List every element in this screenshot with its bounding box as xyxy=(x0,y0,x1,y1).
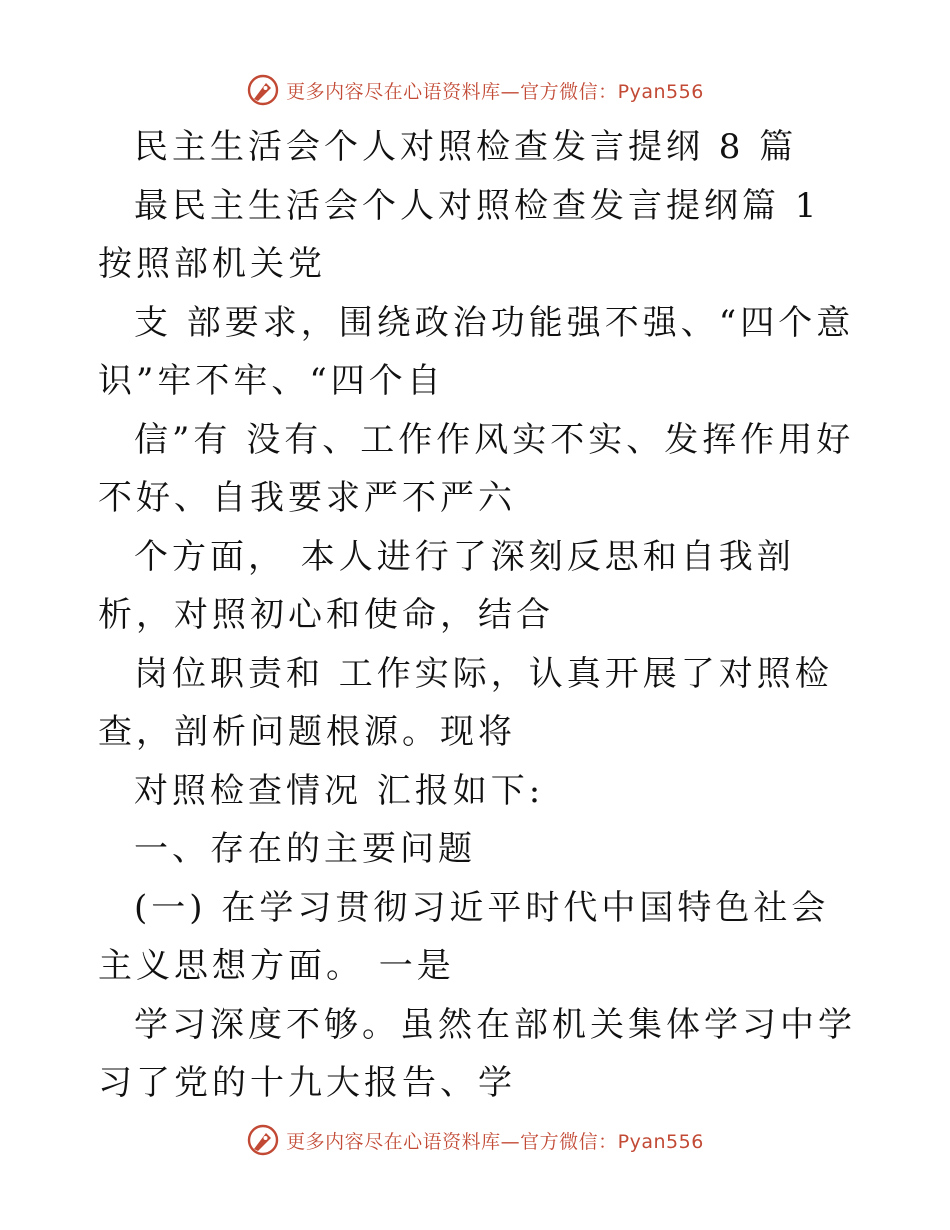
banner-text: 更多内容尽在心语资料库—官方微信：Pyan556 xyxy=(286,1130,704,1153)
pen-nib-logo-icon xyxy=(246,73,280,107)
document-body xyxy=(98,118,858,1113)
paragraph: 学习深度不够。虽然在部机关集体学习中学习了党的十九大报告、学 xyxy=(98,1004,856,1103)
paragraph: 信”有 没有、工作作风实不实、发挥作用好不好、自我要求严不严六 xyxy=(98,419,855,518)
document-title: 民主生活会个人对照检查发言提纲 8 篇 xyxy=(134,127,798,167)
paragraph: (一) 在学习贯彻习近平时代中国特色社会主义思想方面。 一是 xyxy=(98,887,830,986)
footer-banner xyxy=(0,1118,950,1162)
paragraph: 最民主生活会个人对照检查发言提纲篇 1 按照部机关党 xyxy=(98,185,821,284)
paragraph: 岗位职责和 工作实际，认真开展了对照检查，剖析问题根源。现将 xyxy=(98,653,833,752)
paragraph: 对照检查情况 汇报如下: xyxy=(134,770,545,811)
header-banner xyxy=(0,68,950,112)
paragraph: 个方面， 本人进行了深刻反思和自我剖析，对照初心和使命，结合 xyxy=(98,536,795,635)
pen-nib-logo-icon xyxy=(246,1123,280,1157)
banner-text: 更多内容尽在心语资料库—官方微信：Pyan556 xyxy=(286,80,704,103)
section-heading: 一、存在的主要问题 xyxy=(134,829,476,869)
paragraph: 支 部要求，围绕政治功能强不强、“四个意识”牢不牢、“四个自 xyxy=(98,302,855,401)
